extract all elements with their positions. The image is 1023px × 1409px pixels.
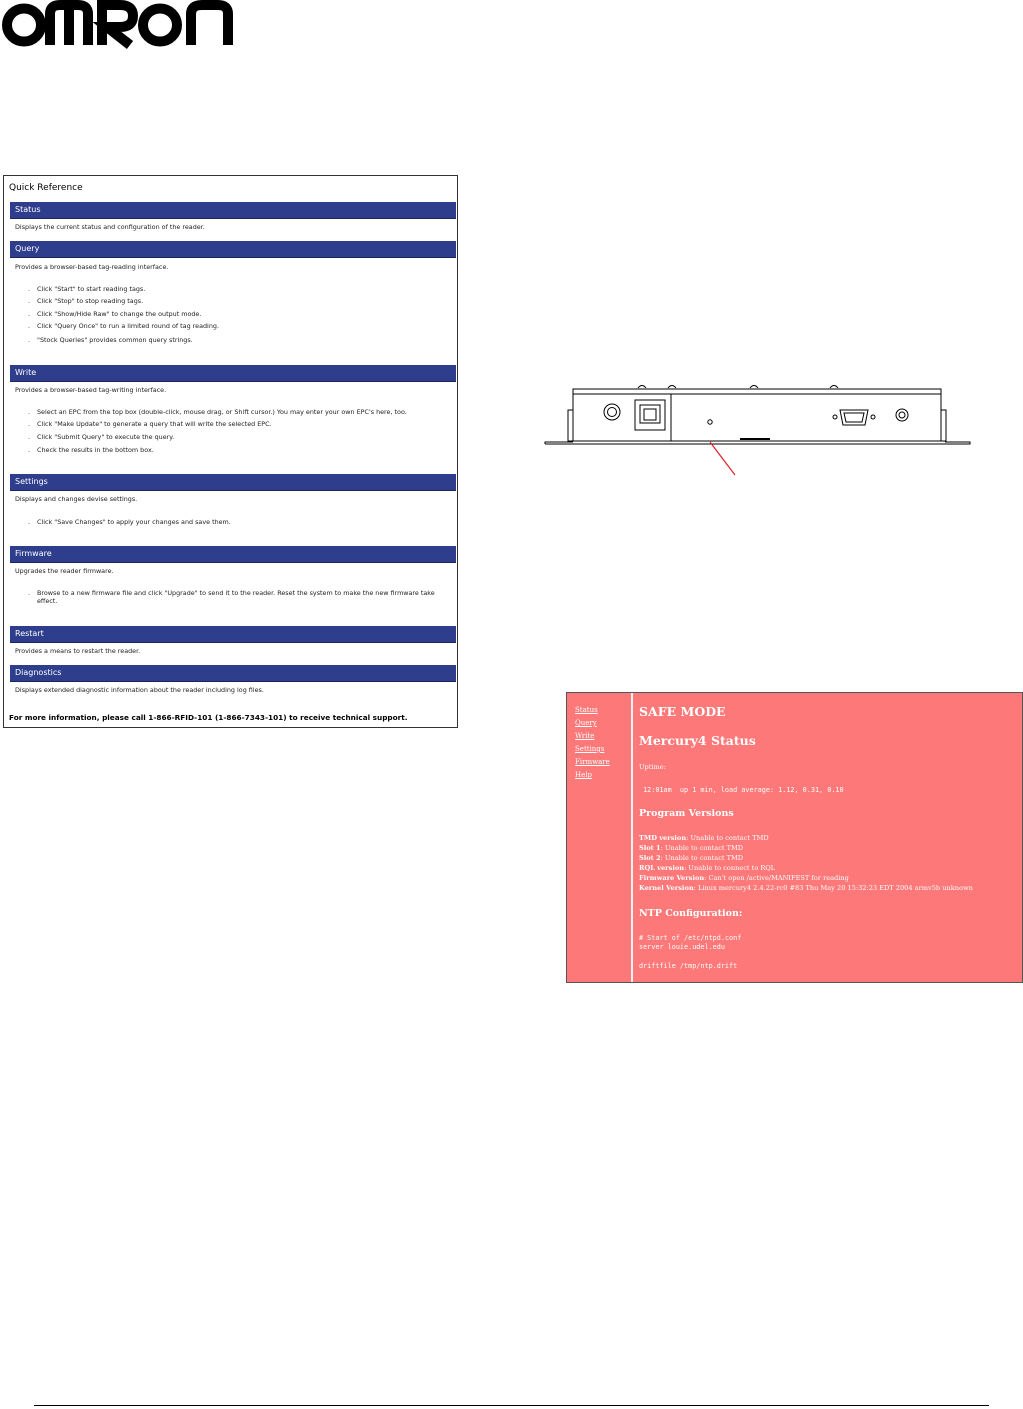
section-status-description: Displays the current status and configuration of the reader. <box>15 223 205 231</box>
footer-rule <box>34 1405 989 1406</box>
section-firmware-heading: Firmware <box>15 549 52 558</box>
section-settings-heading: Settings <box>15 477 48 486</box>
nav-query-link[interactable]: Query <box>575 719 597 727</box>
uptime-value: 12:01am up 1 min, load average: 1.12, 0.31, 0.10 <box>639 786 844 794</box>
ntp-heading: NTP Configuration: <box>639 908 743 919</box>
safe-mode-sidebar <box>567 693 633 982</box>
section-status-bar <box>10 202 456 219</box>
section-settings-bar <box>10 474 456 491</box>
ntp-line: # Start of /etc/ntpd.conf <box>639 934 742 942</box>
section-status-heading: Status <box>15 205 41 214</box>
list-item: . Click "Start" to start reading tags. <box>28 285 146 293</box>
nav-settings-link[interactable]: Settings <box>575 745 605 753</box>
list-item: . Click "Stop" to stop reading tags. <box>28 297 144 305</box>
section-diagnostics-bar <box>10 665 456 682</box>
version-row: RQL version: Unable to connect to RQL <box>639 864 776 872</box>
section-settings-description: Displays and changes devise settings. <box>15 495 138 503</box>
section-write-bar <box>10 365 456 382</box>
ntp-line: server louie.udel.edu <box>639 943 725 951</box>
reader-device-drawing <box>540 380 980 480</box>
section-diagnostics-description: Displays extended diagnostic information about the reader including log files. <box>15 686 264 694</box>
section-query-bar <box>10 241 456 258</box>
list-item: . Click "Submit Query" to execute the query. <box>28 433 175 441</box>
section-restart-description: Provides a means to restart the reader. <box>15 647 141 655</box>
list-item: . Click "Make Update" to generate a query that will write the selected EPC. <box>28 420 272 428</box>
section-write-heading: Write <box>15 368 37 377</box>
list-item: . Select an EPC from the top box (double-click, mouse drag, or Shift cursor.) You may enter your own EPC's here, too. <box>28 408 407 416</box>
nav-write-link[interactable]: Write <box>575 732 595 740</box>
omron-logo <box>2 0 234 50</box>
list-item: . Click "Show/Hide Raw" to change the output mode. <box>28 310 202 318</box>
section-diagnostics-heading: Diagnostics <box>15 668 62 677</box>
safe-mode-title: SAFE MODE <box>639 704 726 719</box>
list-item: . Click "Query Once" to run a limited round of tag reading. <box>28 322 219 330</box>
section-query-description: Provides a browser-based tag-reading interface. <box>15 263 169 271</box>
nav-help-link[interactable]: Help <box>575 771 592 779</box>
version-row: Slot 2: Unable to contact TMD <box>639 854 744 862</box>
section-firmware-bar <box>10 546 456 563</box>
version-row: Firmware Version: Can't open /active/MANIFEST for reading <box>639 874 849 882</box>
nav-firmware-link[interactable]: Firmware <box>575 758 610 766</box>
section-firmware-description: Upgrades the reader firmware. <box>15 567 114 575</box>
list-item: . Browse to a new firmware file and click "Upgrade" to send it to the reader. Reset the system to make the new firmware take effect. <box>28 589 435 605</box>
pointer-line <box>710 442 735 475</box>
version-row: TMD version: Unable to contact TMD <box>639 834 769 842</box>
section-write-description: Provides a browser-based tag-writing interface. <box>15 386 167 394</box>
safe-mode-panel <box>566 692 1023 983</box>
program-versions-heading: Program Versions <box>639 808 734 819</box>
quick-reference-title: Quick Reference <box>9 183 83 193</box>
section-query-heading: Query <box>15 244 40 253</box>
uptime-label: Uptime: <box>639 763 666 771</box>
nav-status-link[interactable]: Status <box>575 706 598 714</box>
list-item: . Click "Save Changes" to apply your changes and save them. <box>28 518 231 526</box>
section-restart-heading: Restart <box>15 629 44 638</box>
quick-reference-panel <box>3 175 458 728</box>
status-heading: Mercury4 Status <box>639 733 756 748</box>
version-row: Slot 1: Unable to contact TMD <box>639 844 744 852</box>
support-footer: For more information, please call 1-866-RFID-101 (1-866-7343-101) to receive technical support. <box>9 713 408 722</box>
version-row: Kernel Version: Linux mercury4 2.4.22-rc0 #83 Thu May 20 15:32:23 EDT 2004 armv5b unknown <box>639 884 973 892</box>
list-item: . "Stock Queries" provides common query strings. <box>28 336 193 344</box>
list-item: . Check the results in the bottom box. <box>28 446 154 454</box>
ntp-line: driftfile /tmp/ntp.drift <box>639 962 738 970</box>
section-restart-bar <box>10 626 456 643</box>
